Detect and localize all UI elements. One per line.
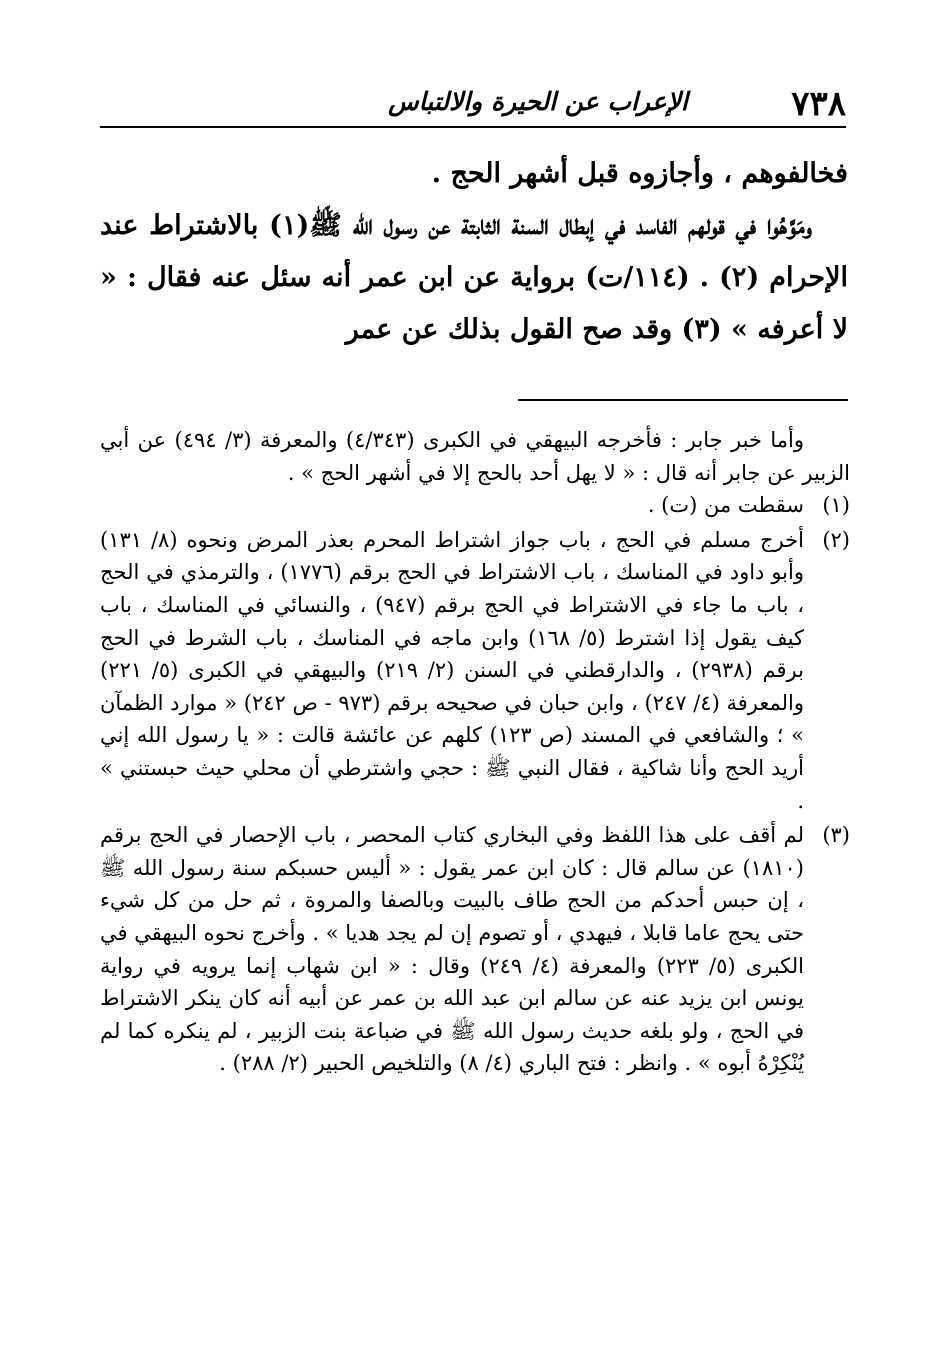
footnotes <box>100 424 850 1080</box>
footnote-number: (٣) <box>822 823 850 848</box>
footnote-number: (٢) <box>822 527 850 552</box>
footnote-text: لم أقف على هذا اللفظ وفي البخاري كتاب المحصر ، باب الإحصار في الحج برقم (١٨١٠) عن سالم قال : كان ابن عمر يقول : « أليس حسبكم سنة رسول الله ﷺ ، إن حبس أحدكم من الحج طاف بالبيت وبالصفا والمروة ، ثم حل من كل شيء حتى يحج عاما قابلا ، فيهدي ، أو تصوم إن لم يجد هديا » . وأخرج نحوه البيهقي في الكبرى (٥/ ٢٢٣) والمعرفة (٤/ ٢٤٩) وقال : « ابن شهاب إنما يرويه في رواية يونس ابن يزيد عنه عن سالم ابن عبد الله بن عمر عن أبيه أنه كان ينكر الاشتراط في الحج ، ولو بلغه حديث رسول الله ﷺ في ضباعة بنت الزبير ، لم ينكره كما لم يُنْكِرْهُ أبوه » . وانظر : فتح الباري (٤/ ٨) والتلخيص الحبير (٢/ ٢٨٨) . <box>100 823 804 1076</box>
footnote-number: (١) <box>822 493 850 518</box>
footnote-text: أخرج مسلم في الحج ، باب جواز اشتراط المحرم بعذر المرض ونحوه (٨/ ١٣١) وأبو داود في المناسك ، باب الاشتراط في الحج برقم (١٧٧٦) ، والترمذي في الحج ، باب ما جاء في الاشتراط في الحج برقم (٩٤٧) ، والنسائي في المناسك ، باب كيف يقول إذا اشترط (٥/ ١٦٨) وابن ماجه في المناسك ، باب الشرط في الحج برقم (٢٩٣٨) ، والدارقطني في السنن (٢/ ٢١٩) والبيهقي في الكبرى (٥/ ٢٢١) والمعرفة (٤/ ٢٤٧) ، وابن حبان في صحيحه برقم (٩٧٣ - ص ٢٤٢) « موارد الظمآن » ؛ والشافعي في المسند (ص ١٢٣) كلهم عن عائشة قالت : « يا رسول الله إني أريد الحج وأنا شاكية ، فقال النبي ﷺ : حجي واشترطي أن محلي حيث حبستني » . <box>100 527 804 813</box>
footnote-1 <box>100 489 850 522</box>
header-rule <box>100 126 846 128</box>
footnote-3 <box>100 819 850 1080</box>
footnote-continuation: وأما خبر جابر : فأخرجه البيهقي في الكبرى (٤/٣٤٣) والمعرفة (٣/ ٤٩٤) عن أبي الزبير عن جابر أنه قال : « لا يهل أحد بالحج إلا في أشهر الحج » . <box>100 428 850 485</box>
page-number: ٧٣٨ <box>791 84 846 124</box>
footnote-2 <box>100 524 850 817</box>
footnote-separator <box>518 399 848 401</box>
page-header <box>100 78 846 128</box>
main-text-line: فخالفوهم ، وأجازوه قبل أشهر الحج . <box>431 158 848 189</box>
running-title: الإعراب عن الحيرة والالتباس <box>388 87 688 116</box>
footnote-text: سقطت من (ت) . <box>647 493 804 518</box>
main-text-paragraph: ومَوَّهُوا في قولهم الفاسد في إبطال السنة الثابتة عن رسول الله ﷺ(١) بالاشتراط عند الإحرام (٢) . (١١٤/ت) برواية عن ابن عمر أنه سئل عنه فقال : « لا أعرفه » (٣) وقد صح القول بذلك عن عمر <box>100 210 848 345</box>
main-text <box>100 148 848 356</box>
